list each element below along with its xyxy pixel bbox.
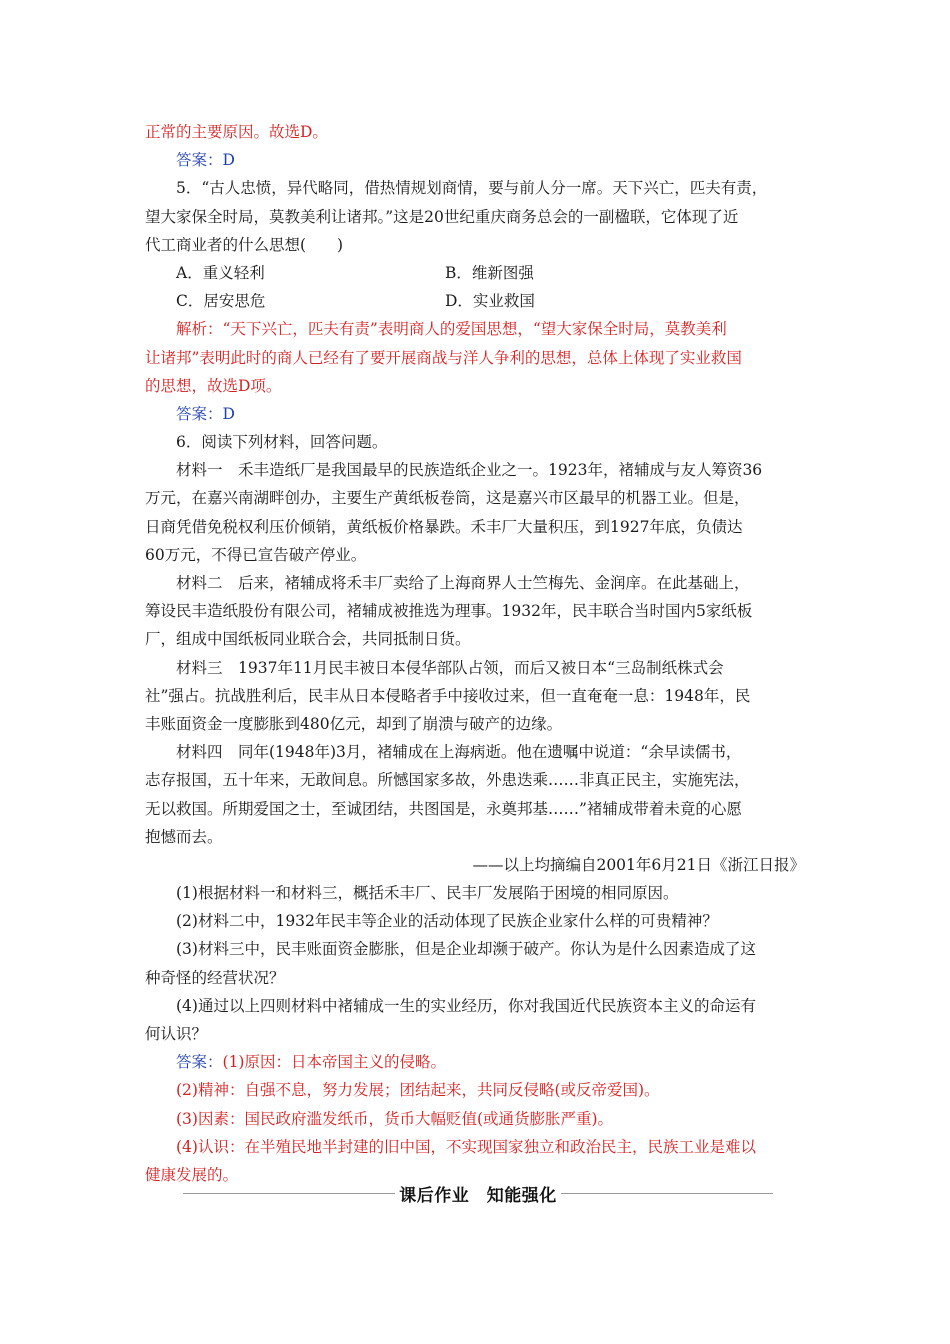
q5-analysis-line2: 让诸邦”表明此时的商人已经有了要开展商战与洋人争利的思想，总体上体现了实业救国 xyxy=(145,348,742,367)
q5-stem-line3: 代工商业者的什么思想( ) xyxy=(145,235,344,254)
q5-options-row2 xyxy=(145,287,805,315)
q5-options-row1 xyxy=(145,259,805,287)
q6-stem: 6．阅读下列材料，回答问题。 xyxy=(176,433,388,452)
sub-question-2: (2)材料二中，1932年民丰等企业的活动体现了民族企业家什么样的可贵精神？ xyxy=(176,912,718,931)
divider-rule-left xyxy=(183,1193,395,1194)
answer-label: 答案： xyxy=(176,1053,223,1072)
q5-option-a: A．重义轻利 xyxy=(176,263,265,282)
sub-question-4-line2: 何认识？ xyxy=(145,1025,208,1043)
material-2-line3: 厂，组成中国纸板同业联合会，共同抵制日货。 xyxy=(145,630,471,649)
q5-analysis-line3: 的思想，故选D项。 xyxy=(145,376,282,395)
sub-question-3-line2: 种奇怪的经营状况？ xyxy=(145,968,285,987)
material-3-line1: 材料三 1937年11月民丰被日本侵华部队占领，而后又被日本“三岛制纸株式会 xyxy=(176,658,724,677)
q5-option-b: B．维新图强 xyxy=(445,263,534,282)
material-1-line2: 万元，在嘉兴南湖畔创办，主要生产黄纸板卷筒，这是嘉兴市区最早的机器工业。但是， xyxy=(145,489,750,508)
q6-answer-4-line1: (4)认识：在半殖民地半封建的旧中国，不实现国家独立和政治民主，民族工业是难以 xyxy=(176,1137,756,1156)
material-3-line2: 社”强占。抗战胜利后，民丰从日本侵略者手中接收过来，但一直奄奄一息：1948年，民 xyxy=(145,686,751,705)
document-page xyxy=(145,118,805,1189)
source-citation: ——以上均摘编自2001年6月21日《浙江日报》 xyxy=(472,855,805,874)
sub-question-4-line1: (4)通过以上四则材料中褚辅成一生的实业经历，你对我国近代民族资本主义的命运有 xyxy=(176,996,756,1015)
prev-answer-tail: 正常的主要原因。故选D。 xyxy=(145,123,328,141)
sub-question-3-line1: (3)材料三中，民丰账面资金膨胀，但是企业却濒于破产。你认为是什么因素造成了这 xyxy=(176,940,756,959)
section-divider xyxy=(183,1178,773,1208)
q5-option-d: D．实业救国 xyxy=(445,292,535,311)
material-1-line3: 日商凭借免税权利压价倾销，黄纸板价格暴跌。禾丰厂大量积压，到1927年底，负债达 xyxy=(145,517,743,536)
material-4-line2: 志存报国，五十年来，无敢间息。所憾国家多故，外患迭乘……非真正民主，实施宪法， xyxy=(145,771,750,790)
q5-option-c: C．居安思危 xyxy=(176,292,266,311)
q6-answer-2: (2)精神：自强不息，努力发展；团结起来，共同反侵略(或反帝爱国)。 xyxy=(176,1081,660,1100)
material-3-line3: 丰账面资金一度膨胀到480亿元，却到了崩溃与破产的边缘。 xyxy=(145,714,563,733)
material-1-line1: 材料一 禾丰造纸厂是我国最早的民族造纸企业之一。1923年，褚辅成与友人筹资36 xyxy=(176,461,763,480)
material-4-line1: 材料四 同年(1948年)3月，褚辅成在上海病逝。他在遗嘱中说道：“余早读儒书， xyxy=(176,743,742,762)
material-4-line3: 无以救国。所期爱国之士，至诚团结，共图国是，永奠邦基……”褚辅成带着未竟的心愿 xyxy=(145,799,742,818)
material-4-line4: 抱憾而去。 xyxy=(145,827,223,846)
material-1-line4: 60万元，不得已宣告破产停业。 xyxy=(145,545,367,564)
q6-answer-3: (3)因素：国民政府滥发纸币，货币大幅贬值(或通货膨胀严重)。 xyxy=(176,1109,614,1128)
section-title: 课后作业 知能强化 xyxy=(399,1185,557,1206)
sub-question-1: (1)根据材料一和材料三，概括禾丰厂、民丰厂发展陷于困境的相同原因。 xyxy=(176,884,679,903)
q6-answer-4-line2: 健康发展的。 xyxy=(145,1165,239,1184)
q5-analysis-line1: 解析：“天下兴亡，匹夫有责”表明商人的爱国思想，“望大家保全时局，莫教美利 xyxy=(176,320,727,339)
q5-stem-line1: 5．“古人忠愤，异代略同，借热情规划商情，要与前人分一席。天下兴亡，匹夫有责， xyxy=(176,179,768,198)
material-2-line2: 筹设民丰造纸股份有限公司，褚辅成被推选为理事。1932年，民丰联合当时国内5家纸板 xyxy=(145,602,753,621)
answer-1-text: (1)原因：日本帝国主义的侵略。 xyxy=(222,1053,446,1072)
material-2-line1: 材料二 后来，褚辅成将禾丰厂卖给了上海商界人士竺梅先、金润庠。在此基础上， xyxy=(176,574,750,592)
q5-answer: 答案：D xyxy=(176,404,235,423)
divider-rule-right xyxy=(561,1193,773,1194)
q4-answer: 答案：D xyxy=(176,151,235,170)
q6-answer-1 xyxy=(145,1048,805,1076)
q5-stem-line2: 望大家保全时局，莫教美利让诸邦。”这是20世纪重庆商务总会的一副楹联，它体现了近 xyxy=(145,207,739,226)
